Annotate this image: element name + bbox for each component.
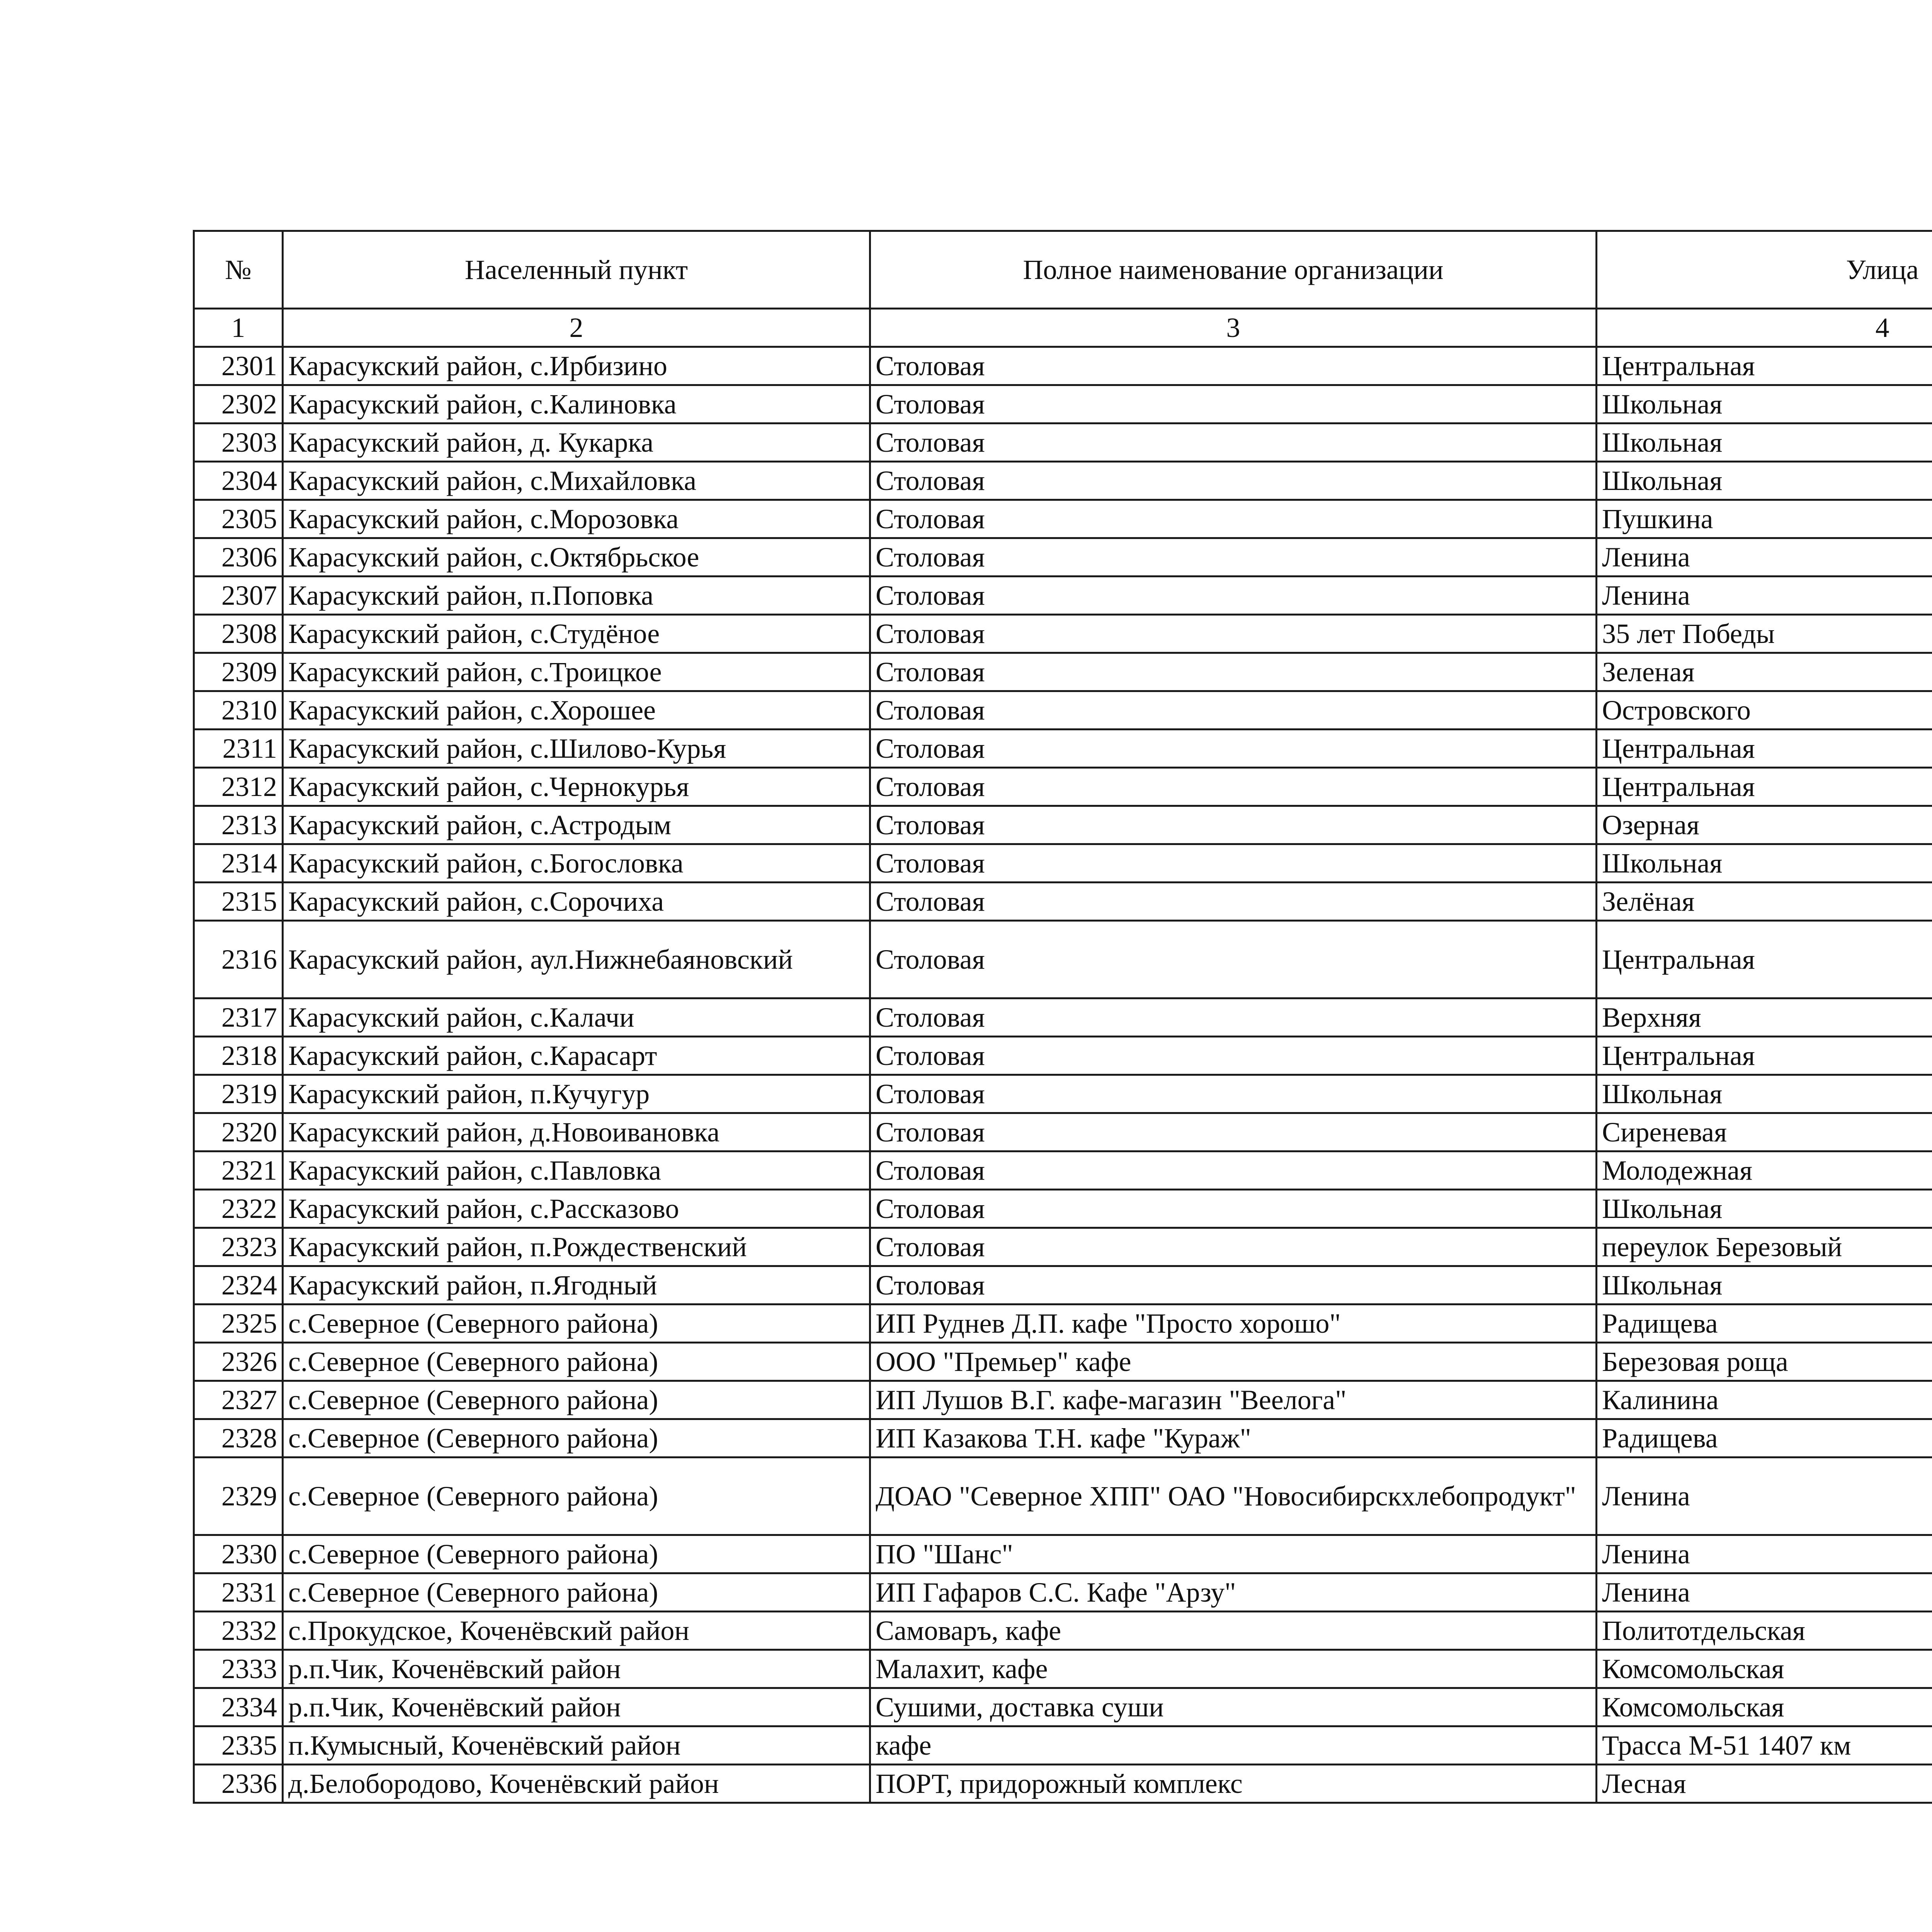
organization-cell: ИП Лушов В.Г. кафе-магазин "Веелога" (870, 1381, 1597, 1419)
row-number: 2327 (194, 1381, 283, 1419)
street-cell: Ленина (1597, 1573, 1932, 1612)
locality-cell: Карасукский район, с.Октябрьское (283, 538, 870, 577)
locality-cell: Карасукский район, с.Ирбизино (283, 347, 870, 385)
table-row (194, 1228, 1932, 1266)
row-number: 2332 (194, 1612, 283, 1650)
organization-cell: ИП Казакова Т.Н. кафе "Кураж" (870, 1419, 1597, 1458)
table-body (194, 347, 1932, 1803)
street-cell: Школьная (1597, 1266, 1932, 1304)
row-number: 2314 (194, 844, 283, 883)
locality-cell: Карасукский район, с.Калиновка (283, 385, 870, 423)
table-row (194, 653, 1932, 691)
organization-cell: Сушими, доставка суши (870, 1688, 1597, 1726)
organization-cell: Столовая (870, 730, 1597, 768)
locality-cell: Карасукский район, п.Поповка (283, 577, 870, 615)
locality-cell: Карасукский район, с.Студёное (283, 615, 870, 653)
column-number-row (194, 309, 1932, 347)
row-number: 2310 (194, 691, 283, 730)
locality-cell: Карасукский район, с.Сорочиха (283, 883, 870, 921)
street-cell: Школьная (1597, 423, 1932, 462)
organization-cell: Столовая (870, 844, 1597, 883)
locality-cell: с.Северное (Северного района) (283, 1343, 870, 1381)
locality-cell: Карасукский район, п.Кучугур (283, 1075, 870, 1113)
organization-cell: Малахит, кафе (870, 1650, 1597, 1688)
row-number: 2329 (194, 1458, 283, 1535)
table-row (194, 385, 1932, 423)
table-row (194, 1612, 1932, 1650)
table-row (194, 883, 1932, 921)
street-cell: Березовая роща (1597, 1343, 1932, 1381)
row-number: 2308 (194, 615, 283, 653)
registry-table (193, 230, 1932, 1804)
street-cell: Озерная (1597, 806, 1932, 844)
table-row (194, 500, 1932, 538)
row-number: 2323 (194, 1228, 283, 1266)
table-row (194, 1304, 1932, 1343)
organization-cell: Столовая (870, 385, 1597, 423)
locality-cell: с.Северное (Северного района) (283, 1381, 870, 1419)
street-cell: Центральная (1597, 347, 1932, 385)
locality-cell: Карасукский район, с.Хорошее (283, 691, 870, 730)
row-number: 2311 (194, 730, 283, 768)
locality-cell: Карасукский район, с.Богословка (283, 844, 870, 883)
table-row (194, 1573, 1932, 1612)
table-row (194, 998, 1932, 1037)
street-cell: переулок Березовый (1597, 1228, 1932, 1266)
table-row (194, 806, 1932, 844)
row-number: 2317 (194, 998, 283, 1037)
table-row (194, 538, 1932, 577)
table-row (194, 1343, 1932, 1381)
street-cell: Школьная (1597, 844, 1932, 883)
organization-cell: Столовая (870, 998, 1597, 1037)
header-street: Улица (1597, 231, 1932, 309)
table-row (194, 1765, 1932, 1803)
organization-cell: Столовая (870, 883, 1597, 921)
column-number: 3 (870, 309, 1597, 347)
street-cell: Молодежная (1597, 1151, 1932, 1190)
row-number: 2312 (194, 768, 283, 806)
locality-cell: с.Северное (Северного района) (283, 1573, 870, 1612)
organization-cell: Столовая (870, 462, 1597, 500)
table-row (194, 1650, 1932, 1688)
locality-cell: с.Северное (Северного района) (283, 1304, 870, 1343)
locality-cell: Карасукский район, аул.Нижнебаяновский (283, 921, 870, 998)
row-number: 2302 (194, 385, 283, 423)
organization-cell: Столовая (870, 1037, 1597, 1075)
table-row (194, 1458, 1932, 1535)
street-cell: Центральная (1597, 768, 1932, 806)
organization-cell: Столовая (870, 921, 1597, 998)
locality-cell: р.п.Чик, Коченёвский район (283, 1688, 870, 1726)
row-number: 2325 (194, 1304, 283, 1343)
locality-cell: Карасукский район, с.Карасарт (283, 1037, 870, 1075)
row-number: 2316 (194, 921, 283, 998)
row-number: 2333 (194, 1650, 283, 1688)
organization-cell: Столовая (870, 1113, 1597, 1151)
organization-cell: Столовая (870, 500, 1597, 538)
street-cell: Комсомольская (1597, 1688, 1932, 1726)
street-cell: Радищева (1597, 1304, 1932, 1343)
locality-cell: с.Северное (Северного района) (283, 1535, 870, 1573)
street-cell: Калинина (1597, 1381, 1932, 1419)
header-row (194, 231, 1932, 309)
locality-cell: Карасукский район, с.Рассказово (283, 1190, 870, 1228)
street-cell: Ленина (1597, 1458, 1932, 1535)
street-cell: Школьная (1597, 462, 1932, 500)
organization-cell: ПО "Шанс" (870, 1535, 1597, 1573)
table-row (194, 1688, 1932, 1726)
street-cell: Зелёная (1597, 883, 1932, 921)
street-cell: Радищева (1597, 1419, 1932, 1458)
organization-cell: Самоваръ, кафе (870, 1612, 1597, 1650)
table-row (194, 1726, 1932, 1765)
header-number: № (194, 231, 283, 309)
locality-cell: с.Прокудское, Коченёвский район (283, 1612, 870, 1650)
row-number: 2326 (194, 1343, 283, 1381)
street-cell: Центральная (1597, 1037, 1932, 1075)
street-cell: Ленина (1597, 1535, 1932, 1573)
row-number: 2313 (194, 806, 283, 844)
table-row (194, 423, 1932, 462)
row-number: 2309 (194, 653, 283, 691)
row-number: 2315 (194, 883, 283, 921)
table-row (194, 844, 1932, 883)
street-cell: Верхняя (1597, 998, 1932, 1037)
organization-cell: ООО "Премьер" кафе (870, 1343, 1597, 1381)
table-row (194, 1037, 1932, 1075)
locality-cell: Карасукский район, с.Чернокурья (283, 768, 870, 806)
street-cell: Островского (1597, 691, 1932, 730)
header-locality: Населенный пункт (283, 231, 870, 309)
table-row (194, 1419, 1932, 1458)
row-number: 2320 (194, 1113, 283, 1151)
locality-cell: Карасукский район, д.Новоивановка (283, 1113, 870, 1151)
table-row (194, 691, 1932, 730)
organization-cell: кафе (870, 1726, 1597, 1765)
locality-cell: Карасукский район, с.Калачи (283, 998, 870, 1037)
street-cell: Комсомольская (1597, 1650, 1932, 1688)
row-number: 2335 (194, 1726, 283, 1765)
row-number: 2307 (194, 577, 283, 615)
organization-cell: Столовая (870, 538, 1597, 577)
row-number: 2304 (194, 462, 283, 500)
row-number: 2318 (194, 1037, 283, 1075)
street-cell: Зеленая (1597, 653, 1932, 691)
street-cell: Политотдельская (1597, 1612, 1932, 1650)
locality-cell: р.п.Чик, Коченёвский район (283, 1650, 870, 1688)
street-cell: Трасса М-51 1407 км (1597, 1726, 1932, 1765)
row-number: 2306 (194, 538, 283, 577)
row-number: 2328 (194, 1419, 283, 1458)
organization-cell: Столовая (870, 423, 1597, 462)
table-row (194, 462, 1932, 500)
locality-cell: Карасукский район, п.Рождественский (283, 1228, 870, 1266)
locality-cell: Карасукский район, д. Кукарка (283, 423, 870, 462)
organization-cell: Столовая (870, 653, 1597, 691)
locality-cell: Карасукский район, с.Шилово-Курья (283, 730, 870, 768)
table-row (194, 577, 1932, 615)
organization-cell: ДОАО "Северное ХПП" ОАО "Новосибирскхлебопродукт" (870, 1458, 1597, 1535)
street-cell: Ленина (1597, 538, 1932, 577)
organization-cell: Столовая (870, 1266, 1597, 1304)
table-row (194, 730, 1932, 768)
organization-cell: Столовая (870, 347, 1597, 385)
organization-cell: Столовая (870, 1190, 1597, 1228)
organization-cell: ИП Руднев Д.П. кафе "Просто хорошо" (870, 1304, 1597, 1343)
table-row (194, 347, 1932, 385)
organization-cell: Столовая (870, 1075, 1597, 1113)
street-cell: Школьная (1597, 1075, 1932, 1113)
locality-cell: п.Кумысный, Коченёвский район (283, 1726, 870, 1765)
street-cell: Лесная (1597, 1765, 1932, 1803)
row-number: 2331 (194, 1573, 283, 1612)
locality-cell: Карасукский район, с.Михайловка (283, 462, 870, 500)
row-number: 2319 (194, 1075, 283, 1113)
table-row (194, 1151, 1932, 1190)
row-number: 2330 (194, 1535, 283, 1573)
organization-cell: Столовая (870, 1151, 1597, 1190)
organization-cell: Столовая (870, 806, 1597, 844)
organization-cell: Столовая (870, 577, 1597, 615)
table-row (194, 1266, 1932, 1304)
street-cell: Сиреневая (1597, 1113, 1932, 1151)
row-number: 2301 (194, 347, 283, 385)
locality-cell: Карасукский район, с.Морозовка (283, 500, 870, 538)
locality-cell: д.Белобородово, Коченёвский район (283, 1765, 870, 1803)
row-number: 2321 (194, 1151, 283, 1190)
street-cell: Пушкина (1597, 500, 1932, 538)
column-number: 4 (1597, 309, 1932, 347)
locality-cell: Карасукский район, с.Павловка (283, 1151, 870, 1190)
street-cell: Центральная (1597, 921, 1932, 998)
column-number: 2 (283, 309, 870, 347)
locality-cell: Карасукский район, с.Астродым (283, 806, 870, 844)
table-row (194, 1535, 1932, 1573)
organization-cell: ПОРТ, придорожный комплекс (870, 1765, 1597, 1803)
row-number: 2303 (194, 423, 283, 462)
header-organization: Полное наименование организации (870, 231, 1597, 309)
organization-cell: ИП Гафаров С.С. Кафе "Арзу" (870, 1573, 1597, 1612)
row-number: 2322 (194, 1190, 283, 1228)
row-number: 2324 (194, 1266, 283, 1304)
street-cell: Школьная (1597, 385, 1932, 423)
locality-cell: с.Северное (Северного района) (283, 1458, 870, 1535)
street-cell: Центральная (1597, 730, 1932, 768)
organization-cell: Столовая (870, 1228, 1597, 1266)
row-number: 2336 (194, 1765, 283, 1803)
organization-cell: Столовая (870, 615, 1597, 653)
organization-cell: Столовая (870, 691, 1597, 730)
table-row (194, 1381, 1932, 1419)
table-row (194, 921, 1932, 998)
row-number: 2305 (194, 500, 283, 538)
table-row (194, 1075, 1932, 1113)
table-row (194, 1113, 1932, 1151)
organization-cell: Столовая (870, 768, 1597, 806)
table-row (194, 615, 1932, 653)
column-number: 1 (194, 309, 283, 347)
row-number: 2334 (194, 1688, 283, 1726)
locality-cell: с.Северное (Северного района) (283, 1419, 870, 1458)
street-cell: Школьная (1597, 1190, 1932, 1228)
locality-cell: Карасукский район, п.Ягодный (283, 1266, 870, 1304)
street-cell: 35 лет Победы (1597, 615, 1932, 653)
locality-cell: Карасукский район, с.Троицкое (283, 653, 870, 691)
table-row (194, 1190, 1932, 1228)
street-cell: Ленина (1597, 577, 1932, 615)
table-row (194, 768, 1932, 806)
